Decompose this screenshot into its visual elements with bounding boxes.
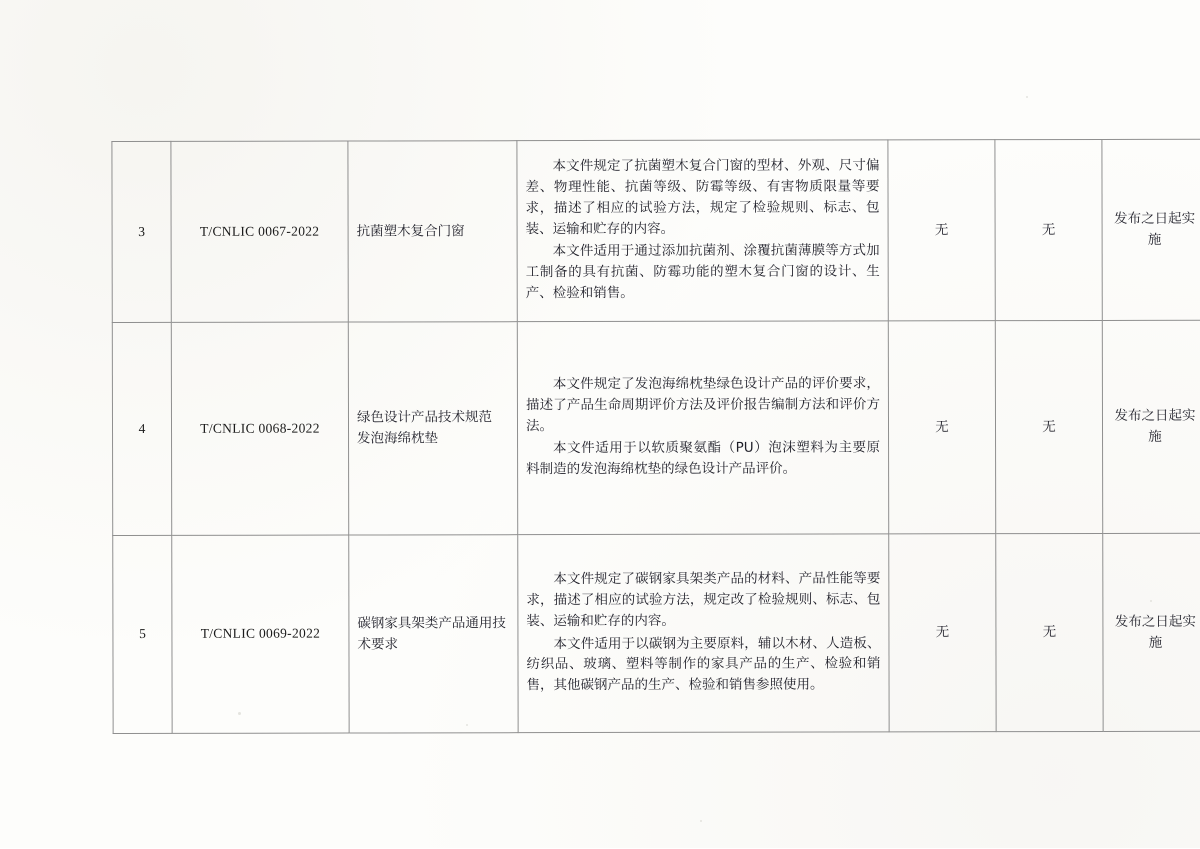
standard-code: T/CNLIC 0068-2022 — [171, 322, 348, 535]
adoption-status: 无 — [888, 321, 995, 534]
description-paragraph: 本文件适用于通过添加抗菌剂、涂覆抗菌薄膜等方式加工制备的具有抗菌、防霉功能的塑木复合门窗的设计、生产、检验和销售。 — [525, 242, 880, 302]
standard-code: T/CNLIC 0069-2022 — [172, 535, 349, 733]
replaced-standard: 无 — [995, 320, 1102, 533]
row-number: 5 — [113, 535, 172, 733]
implementation-date: 发布之日起实施 — [1102, 139, 1200, 320]
implementation-date: 发布之日起实施 — [1103, 533, 1200, 731]
standard-description — [518, 534, 889, 733]
standard-name: 抗菌塑木复合门窗 — [348, 141, 517, 322]
description-paragraph: 本文件规定了发泡海绵枕垫绿色设计产品的评价要求，描述了产品生命周期评价方法及评价报告编制方法和评价方法。 — [525, 375, 880, 434]
standard-name: 绿色设计产品技术规范 发泡海绵枕垫 — [348, 322, 517, 535]
description-paragraph: 本文件适用于以碳钢为主要原料，辅以木材、人造板、纺织品、玻璃、塑料等制作的家具产品的生产、检验和销售，其他碳钢产品的生产、检验和销售参照使用。 — [526, 634, 881, 694]
description-paragraph: 本文件规定了碳钢家具架类产品的材料、产品性能等要求，描述了相应的试验方法，规定改了检验规则、标志、包装、运输和贮存的内容。 — [526, 570, 881, 629]
adoption-status: 无 — [888, 140, 995, 321]
standard-code: T/CNLIC 0067-2022 — [171, 141, 348, 322]
standards-table — [111, 139, 1200, 734]
standard-description — [517, 140, 888, 322]
implementation-date: 发布之日起实施 — [1102, 320, 1200, 533]
replaced-standard: 无 — [996, 533, 1103, 731]
adoption-status: 无 — [889, 534, 996, 732]
table-row — [112, 139, 1200, 322]
table-row — [113, 533, 1200, 733]
row-number: 3 — [112, 141, 171, 322]
description-paragraph: 本文件规定了抗菌塑木复合门窗的型材、外观、尺寸偏差、物理性能、抗菌等级、防霉等级、有害物质限量等要求，描述了相应的试验方法，规定了检验规则、标志、包装、运输和贮存的内容。 — [525, 157, 880, 237]
replaced-standard: 无 — [995, 139, 1102, 320]
standard-description — [517, 321, 888, 535]
standard-name: 碳钢家具架类产品通用技术要求 — [349, 535, 518, 733]
description-paragraph: 本文件适用于以软质聚氨酯（PU）泡沫塑料为主要原料制造的发泡海绵枕垫的绿色设计产品评价。 — [526, 439, 881, 478]
table-row — [112, 320, 1200, 535]
row-number: 4 — [112, 322, 171, 535]
